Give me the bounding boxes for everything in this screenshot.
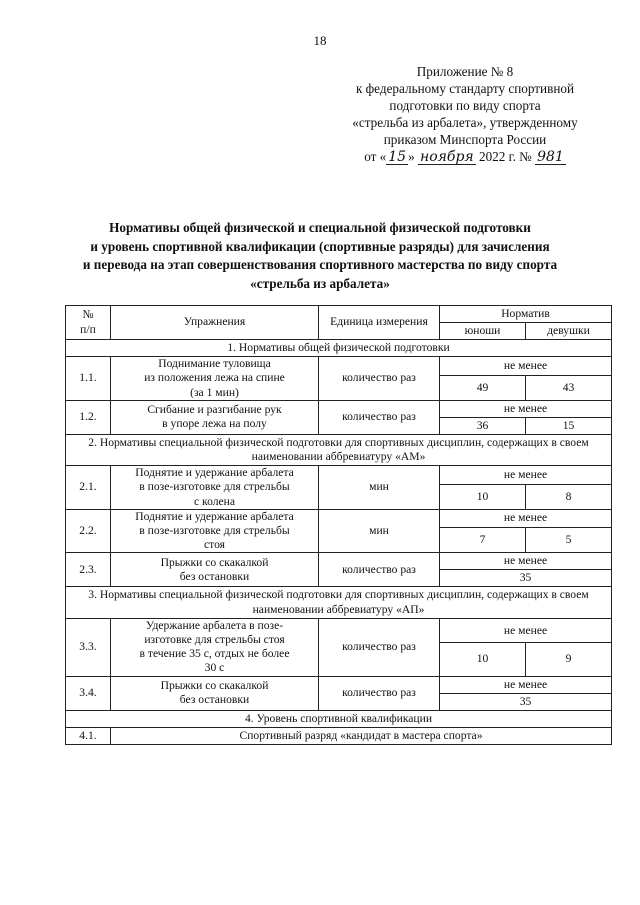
row-number: 1.1. bbox=[66, 357, 111, 401]
header-boys: юноши bbox=[440, 323, 526, 340]
unit-cell: мин bbox=[319, 509, 440, 553]
header-norm: Норматив bbox=[440, 306, 612, 323]
unit-cell: количество раз bbox=[319, 553, 440, 587]
exercise-cell: Прыжки со скакалкой без остановки bbox=[111, 676, 319, 710]
condition-cell: не менее bbox=[440, 466, 612, 485]
girls-value: 15 bbox=[526, 417, 612, 434]
section-title: 4. Уровень спортивной квалификации bbox=[66, 710, 612, 727]
appendix-title: Приложение № 8 bbox=[416, 64, 514, 79]
row-number: 2.3. bbox=[66, 553, 111, 587]
table-row bbox=[66, 357, 612, 376]
document-title: Нормативы общей физической и специальной физической подготовки и уровень спортивной квалификации (спортивные разряды) для зачисления и перевода на этап совершенствования спортивного мастерства по виду спорта «стрельба из арбалета» bbox=[82, 220, 558, 291]
order-day: 15 bbox=[388, 149, 407, 165]
condition-cell: не менее bbox=[440, 357, 612, 376]
condition-cell: не менее bbox=[440, 553, 612, 570]
appendix-line: подготовки по виду спорта bbox=[389, 98, 541, 113]
appendix-header bbox=[300, 63, 630, 165]
header-row bbox=[66, 306, 612, 323]
girls-value: 9 bbox=[526, 643, 612, 676]
header-unit: Единица измерения bbox=[319, 306, 440, 340]
section-row bbox=[66, 340, 612, 357]
appendix-line: к федеральному стандарту спортивной bbox=[355, 81, 575, 96]
girls-value: 43 bbox=[526, 375, 612, 400]
table-row bbox=[66, 676, 612, 693]
unit-cell: количество раз bbox=[319, 357, 440, 401]
section-row bbox=[66, 587, 612, 618]
unit-cell: количество раз bbox=[319, 618, 440, 676]
boys-value: 10 bbox=[440, 484, 526, 509]
appendix-line: приказом Минспорта России bbox=[383, 132, 547, 147]
boys-value: 10 bbox=[440, 643, 526, 676]
header-number: № п/п bbox=[66, 306, 111, 340]
standards-table bbox=[65, 305, 612, 745]
table-row bbox=[66, 509, 612, 528]
girls-value: 5 bbox=[526, 528, 612, 553]
section-title: 1. Нормативы общей физической подготовки bbox=[66, 340, 612, 357]
row-number: 2.2. bbox=[66, 509, 111, 553]
order-number: 981 bbox=[537, 149, 564, 165]
table-row bbox=[66, 466, 612, 485]
boys-value: 49 bbox=[440, 375, 526, 400]
row-number: 1.2. bbox=[66, 400, 111, 434]
boys-value: 36 bbox=[440, 417, 526, 434]
girls-value: 8 bbox=[526, 484, 612, 509]
condition-cell: не менее bbox=[440, 509, 612, 528]
exercise-cell: Удержание арбалета в позе- изготовке для стрельбы стоя в течение 35 с, отдых не более 30 с bbox=[111, 618, 319, 676]
exercise-cell: Поднимание туловища из положения лежа на спине (за 1 мин) bbox=[111, 357, 319, 401]
table-row bbox=[66, 553, 612, 570]
exercise-cell: Поднятие и удержание арбалета в позе-изготовке для стрельбы с колена bbox=[111, 466, 319, 510]
section-row bbox=[66, 434, 612, 465]
row-number: 3.3. bbox=[66, 618, 111, 676]
table-row bbox=[66, 400, 612, 417]
table-row bbox=[66, 727, 612, 744]
exercise-cell: Сгибание и разгибание рук в упоре лежа на полу bbox=[111, 400, 319, 434]
appendix-line: «стрельба из арбалета», утвержденному bbox=[352, 115, 578, 130]
exercise-cell: Прыжки со скакалкой без остановки bbox=[111, 553, 319, 587]
boys-value: 7 bbox=[440, 528, 526, 553]
combined-value: 35 bbox=[440, 570, 612, 587]
condition-cell: не менее bbox=[440, 676, 612, 693]
condition-cell: не менее bbox=[440, 400, 612, 417]
section-title: 3. Нормативы специальной физической подготовки для спортивных дисциплин, содержащих в своем наименовании аббревиатуру «АП» bbox=[66, 587, 612, 618]
condition-cell: не менее bbox=[440, 618, 612, 643]
combined-value: 35 bbox=[440, 693, 612, 710]
qualification-cell: Спортивный разряд «кандидат в мастера спорта» bbox=[111, 727, 612, 744]
order-month: ноября bbox=[419, 149, 474, 165]
unit-cell: количество раз bbox=[319, 676, 440, 710]
section-title: 2. Нормативы специальной физической подготовки для спортивных дисциплин, содержащих в своем наименовании аббревиатуру «АМ» bbox=[66, 434, 612, 465]
order-date-line: от « 15 » ноября 2022 г. № 981 bbox=[364, 149, 564, 165]
row-number: 3.4. bbox=[66, 676, 111, 710]
unit-cell: мин bbox=[319, 466, 440, 510]
header-girls: девушки bbox=[526, 323, 612, 340]
unit-cell: количество раз bbox=[319, 400, 440, 434]
row-number: 4.1. bbox=[66, 727, 111, 744]
table-row bbox=[66, 618, 612, 643]
exercise-cell: Поднятие и удержание арбалета в позе-изготовке для стрельбы стоя bbox=[111, 509, 319, 553]
header-exercise: Упражнения bbox=[111, 306, 319, 340]
page-number: 18 bbox=[313, 33, 327, 48]
section-row bbox=[66, 710, 612, 727]
row-number: 2.1. bbox=[66, 466, 111, 510]
